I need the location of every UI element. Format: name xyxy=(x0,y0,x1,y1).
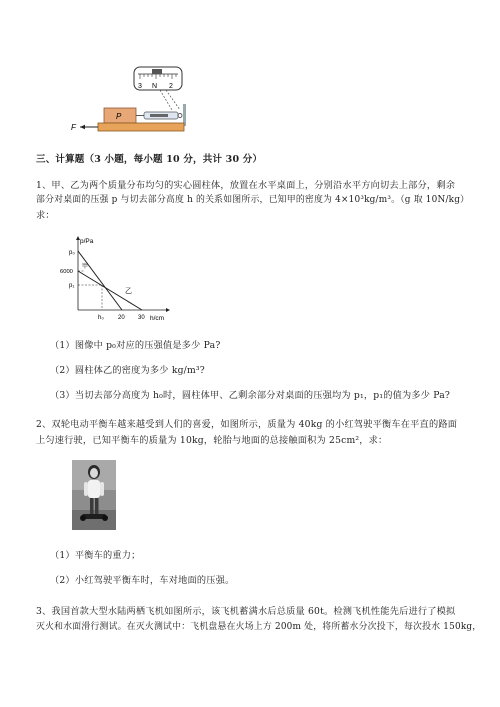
y-tick-p1: p₁ xyxy=(69,283,75,289)
y-tick-6000: 6000 xyxy=(60,269,73,275)
q1-line1: 1、甲、乙为两个质量分布均匀的实心圆柱体，放置在水平桌面上，分别沿水平方向切去上部分，剩余 xyxy=(36,180,456,191)
line-jia xyxy=(78,251,122,310)
label-yi: 乙 xyxy=(125,288,132,295)
q2-line2: 上匀速行驶，已知平衡车的质量为 10kg，轮胎与地面的总接触面积为 25cm²，求： xyxy=(36,435,388,446)
q1-sub2: （2）圆柱体乙的密度为多少 kg/m³? xyxy=(50,365,205,376)
q2-line1: 2、双轮电动平衡车越来越受到人们的喜爱，如图所示，质量为 40kg 的小红驾驶平衡车在平直的路面 xyxy=(36,419,458,430)
q3-line2: 灭火和水面滑行测试。在灭火测试中：飞机盘悬在火场上方 200m 处，将所蓄水分次投下，每次投水 150kg， xyxy=(36,622,482,632)
q1-sub3: （3）当切去部分高度为 h₀时，圆柱体甲、乙剩余部分对桌面的压强均为 p₁，p₁的值为多少 Pa? xyxy=(50,390,451,401)
board xyxy=(98,123,184,131)
q2-sub1: （1）平衡车的重力； xyxy=(50,550,141,561)
block-label: P xyxy=(116,112,122,121)
line-yi xyxy=(78,271,142,310)
q1-line2: 部分对桌面的压强 p 与切去部分高度 h 的关系如图所示，已知甲的密度为 4×10³kg/m³。（g 取 10N/kg） xyxy=(36,195,470,205)
y-tick-p0: p₀ xyxy=(69,250,75,256)
scale-right-number: 2 xyxy=(169,83,173,90)
pressure-height-graph xyxy=(58,234,178,322)
x-tick-h0: h₀ xyxy=(98,315,104,321)
scale-left-number: 3 xyxy=(138,83,142,90)
force-label: F xyxy=(71,123,76,132)
balance-scooter-photo xyxy=(72,460,116,530)
y-axis-label: p/Pa xyxy=(80,238,94,245)
scale-unit: N xyxy=(152,83,158,90)
section-title: 三、计算题（3 小题，每小题 10 分，共计 30 分） xyxy=(36,154,263,165)
q3-line1: 3、我国首款大型水陆两栖飞机如图所示，该飞机蓄满水后总质量 60t。检测飞机性能先后进行了模拟 xyxy=(36,606,456,617)
x-tick-20: 20 xyxy=(118,315,125,321)
q1-sub1: （1）图像中 p₀对应的压强值是多少 Pa? xyxy=(50,340,221,351)
q1-line3: 求： xyxy=(36,210,55,221)
q2-sub2: （2）小红驾驶平衡车时，车对地面的压强。 xyxy=(50,575,235,586)
label-jia: 甲 xyxy=(82,264,89,270)
x-tick-30: 30 xyxy=(138,315,145,321)
spring-scale-figure xyxy=(68,64,188,136)
x-axis-label: h/cm xyxy=(150,315,165,322)
